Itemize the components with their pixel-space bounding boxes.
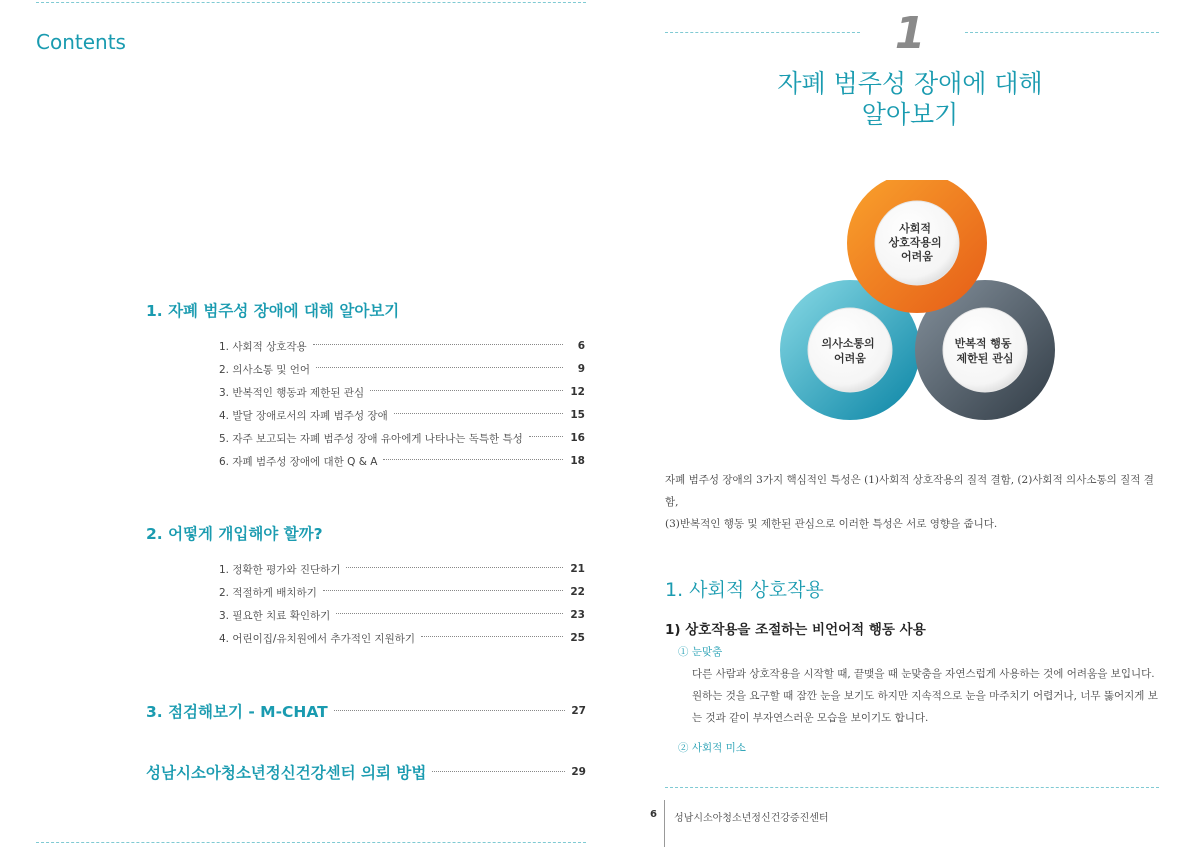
footer-page-number: 6 bbox=[650, 809, 657, 820]
core-traits-diagram bbox=[780, 180, 1055, 435]
toc-leader-dots bbox=[346, 567, 563, 568]
toc-leader-dots bbox=[383, 459, 563, 460]
toc-item[interactable] bbox=[219, 430, 585, 446]
intro-paragraph bbox=[665, 469, 1159, 535]
subheading-social-smile: ② 사회적 미소 bbox=[678, 742, 746, 754]
diagram-top-line3: 어려움 bbox=[901, 250, 933, 263]
body-line3: 는 것과 같이 부자연스러운 모습을 보이기도 합니다. bbox=[692, 712, 929, 724]
toc-item-label: 6. 자폐 범주성 장애에 대한 Q & A bbox=[219, 455, 378, 468]
body-line1: 다른 사람과 상호작용을 시작할 때, 끝맺을 때 눈맞춤을 자연스럽게 사용하는 것에 어려움을 보입니다. bbox=[692, 668, 1155, 680]
toc-section-3-page: 27 bbox=[571, 705, 586, 717]
toc-item-label: 5. 자주 보고되는 자폐 범주성 장애 유아에게 나타나는 독특한 특성 bbox=[219, 432, 523, 445]
toc-referral[interactable] bbox=[146, 762, 586, 782]
toc-leader-dots bbox=[421, 636, 563, 637]
toc-item-page: 21 bbox=[570, 563, 585, 575]
subheading-eye-contact: ① 눈맞춤 bbox=[678, 646, 723, 658]
toc-leader-dots bbox=[336, 613, 563, 614]
intro-line1: 자폐 범주성 장애의 3가지 핵심적인 특성은 (1)사회적 상호작용의 질적 결함, (2)사회적 의사소통의 질적 결함, bbox=[665, 474, 1154, 508]
toc-item-label: 4. 발달 장애로서의 자폐 범주성 장애 bbox=[219, 409, 388, 422]
chapter-divider-right bbox=[965, 32, 1159, 33]
toc-item-page: 16 bbox=[570, 432, 585, 444]
footer-divider bbox=[665, 787, 1159, 788]
toc-leader-dots bbox=[313, 344, 563, 345]
diagram-left-line1: 의사소통의 bbox=[821, 337, 875, 350]
toc-item-page: 6 bbox=[577, 340, 585, 352]
diagram-top-line2: 상호작용의 bbox=[888, 236, 942, 249]
bottom-divider-left bbox=[36, 842, 586, 843]
toc-item-label: 3. 필요한 치료 확인하기 bbox=[219, 609, 331, 622]
diagram-right-line2: 제한된 관심 bbox=[956, 352, 1014, 365]
toc-item[interactable] bbox=[219, 584, 585, 600]
toc-item[interactable] bbox=[219, 407, 585, 423]
diagram-left-line2: 어려움 bbox=[834, 352, 866, 365]
toc-item[interactable] bbox=[219, 361, 585, 377]
toc-section-3-label: 3. 점검해보기 - M-CHAT bbox=[146, 703, 328, 721]
toc-item-page: 9 bbox=[577, 363, 585, 375]
contents-title: Contents bbox=[36, 30, 126, 54]
toc-item-label: 2. 의사소통 및 언어 bbox=[219, 363, 311, 376]
toc-item-label: 2. 적절하게 배치하기 bbox=[219, 586, 317, 599]
section-1-title[interactable]: 1. 자폐 범주성 장애에 대해 알아보기 bbox=[146, 302, 400, 320]
toc-leader-dots bbox=[394, 413, 563, 414]
toc-item[interactable] bbox=[219, 338, 585, 354]
top-divider-left bbox=[36, 2, 586, 3]
intro-line2: (3)반복적인 행동 및 제한된 관심으로 이러한 특성은 서로 영향을 줍니다. bbox=[665, 518, 998, 530]
toc-leader-dots bbox=[316, 367, 563, 368]
toc-item-page: 15 bbox=[570, 409, 585, 421]
toc-item[interactable] bbox=[219, 384, 585, 400]
section-2-title[interactable]: 2. 어떻게 개입해야 할까? bbox=[146, 525, 323, 543]
toc-item-page: 25 bbox=[570, 632, 585, 644]
diagram-top-line1: 사회적 bbox=[899, 222, 932, 235]
toc-item-label: 3. 반복적인 행동과 제한된 관심 bbox=[219, 386, 365, 399]
toc-item-label: 1. 사회적 상호작용 bbox=[219, 340, 307, 353]
chapter-title bbox=[760, 68, 1060, 130]
body-line2: 원하는 것을 요구할 때 잠깐 눈을 보기도 하지만 지속적으로 눈을 마주치기 어렵거나, 너무 뚫어지게 보 bbox=[692, 690, 1158, 702]
footer-center-name: 성남시소아청소년정신건강증진센터 bbox=[674, 813, 829, 824]
toc-leader-dots bbox=[432, 771, 565, 772]
toc-item-page: 18 bbox=[570, 455, 585, 467]
toc-item-page: 12 bbox=[570, 386, 585, 398]
toc-item-page: 22 bbox=[570, 586, 585, 598]
diagram-right-line1: 반복적 행동 bbox=[954, 337, 1012, 350]
toc-section-3[interactable] bbox=[146, 701, 586, 721]
toc-item-label: 4. 어린이집/유치원에서 추가적인 지원하기 bbox=[219, 632, 415, 645]
toc-item-page: 23 bbox=[570, 609, 585, 621]
heading-social-interaction: 1. 사회적 상호작용 bbox=[665, 579, 824, 601]
toc-leader-dots bbox=[334, 710, 566, 711]
toc-leader-dots bbox=[370, 390, 563, 391]
chapter-title-line1: 자폐 범주성 장애에 대해 bbox=[777, 69, 1043, 98]
chapter-divider-left bbox=[665, 32, 860, 33]
heading-nonverbal-behavior: 1) 상호작용을 조절하는 비언어적 행동 사용 bbox=[665, 622, 926, 638]
toc-leader-dots bbox=[323, 590, 563, 591]
chapter-title-line2: 알아보기 bbox=[861, 100, 959, 129]
toc-item[interactable] bbox=[219, 453, 585, 469]
toc-item-label: 1. 정확한 평가와 진단하기 bbox=[219, 563, 341, 576]
chapter-number: 1 bbox=[894, 8, 926, 59]
toc-item[interactable] bbox=[219, 630, 585, 646]
footer-separator bbox=[664, 800, 665, 847]
toc-item[interactable] bbox=[219, 561, 585, 577]
toc-referral-label: 성남시소아청소년정신건강센터 의뢰 방법 bbox=[146, 764, 427, 782]
eye-contact-paragraph bbox=[692, 663, 1159, 729]
toc-referral-page: 29 bbox=[571, 766, 586, 778]
toc-leader-dots bbox=[529, 436, 563, 437]
toc-item[interactable] bbox=[219, 607, 585, 623]
